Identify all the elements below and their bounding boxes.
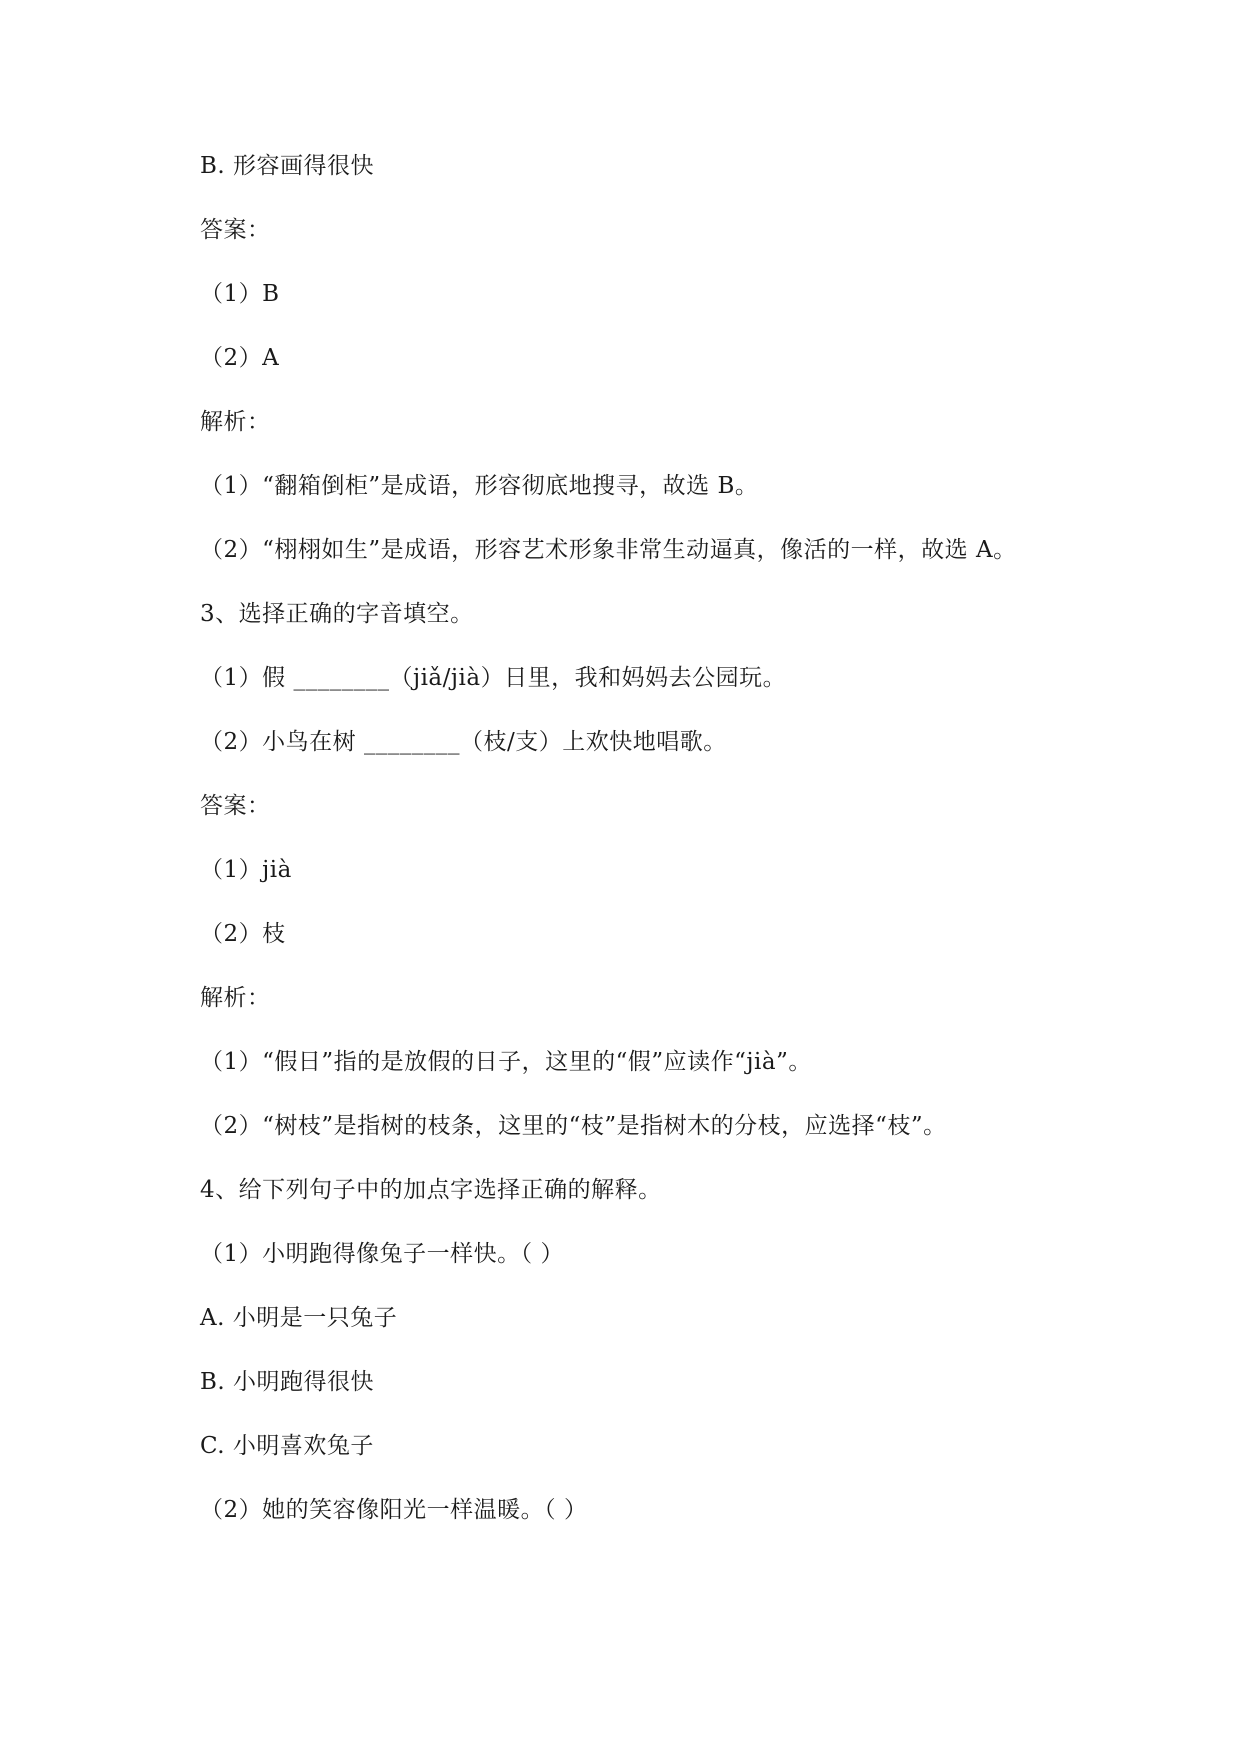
question-item: （1）小明跑得像兔子一样快。（ ） [200, 1241, 564, 1267]
analysis-item: （2）“栩栩如生”是成语，形容艺术形象非常生动逼真，像活的一样，故选 A。 [200, 537, 1017, 563]
question-item: （2）小鸟在树 ________（枝/支）上欢快地唱歌。 [200, 729, 727, 755]
analysis-heading: 解析： [200, 985, 271, 1011]
option-a-text: A. 小明是一只兔子 [200, 1305, 398, 1331]
answer-heading: 答案： [200, 793, 271, 819]
answer-heading: 答案： [200, 217, 271, 243]
analysis-item: （1）“翻箱倒柜”是成语，形容彻底地搜寻，故选 B。 [200, 473, 759, 499]
question-item: （1）假 ________（jiǎ/jià）日里，我和妈妈去公园玩。 [200, 665, 787, 691]
answer-item: （2）枝 [200, 921, 286, 947]
analysis-item: （2）“树枝”是指树的枝条，这里的“枝”是指树木的分枝，应选择“枝”。 [200, 1113, 947, 1139]
analysis-item: （1）“假日”指的是放假的日子，这里的“假”应读作“jià”。 [200, 1049, 812, 1075]
answer-item: （1）jià [200, 857, 292, 883]
option-c-text: C. 小明喜欢兔子 [200, 1433, 374, 1459]
answer-item: （1）B [200, 281, 280, 307]
option-b-text: B. 小明跑得很快 [200, 1369, 375, 1395]
question-item: （2）她的笑容像阳光一样温暖。（ ） [200, 1497, 588, 1523]
question-heading: 4、给下列句子中的加点字选择正确的解释。 [200, 1177, 662, 1203]
analysis-heading: 解析： [200, 409, 271, 435]
option-b-text: B. 形容画得很快 [200, 153, 375, 179]
question-heading: 3、选择正确的字音填空。 [200, 601, 474, 627]
answer-item: （2）A [200, 345, 280, 371]
